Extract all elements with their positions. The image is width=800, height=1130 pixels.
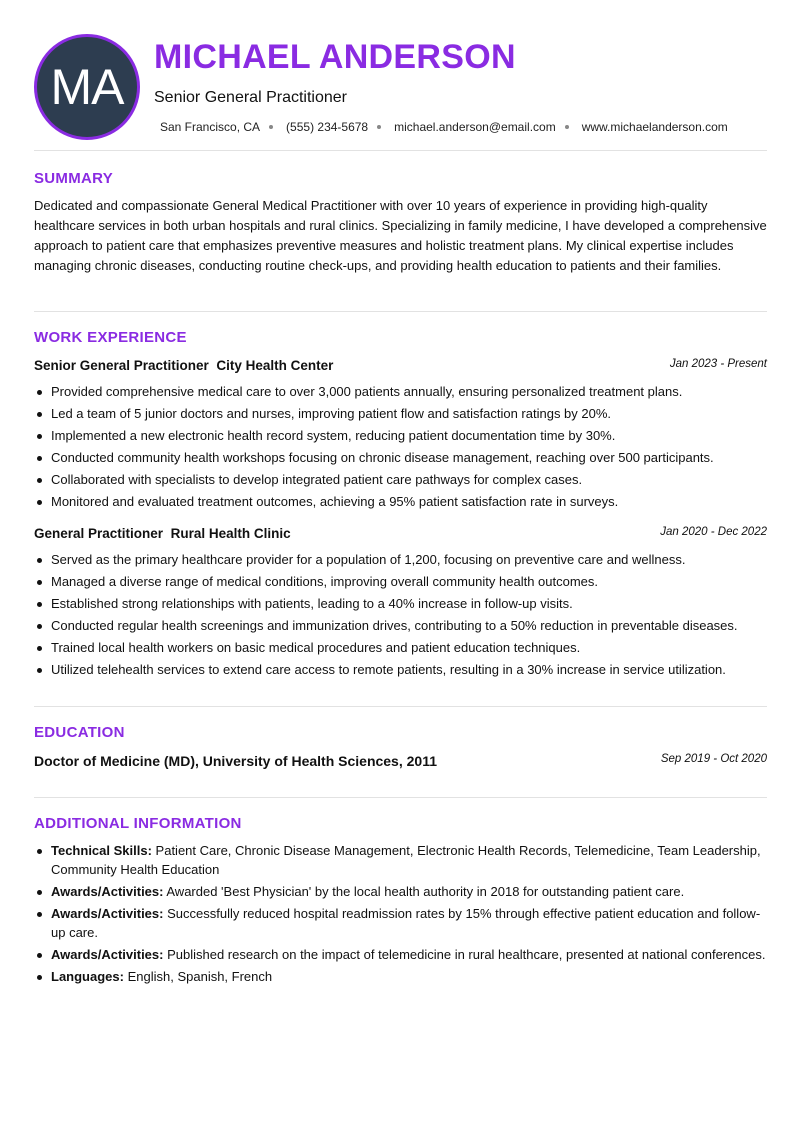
- job-date: Jan 2023 - Present: [669, 358, 767, 370]
- item-label: Awards/Activities:: [51, 947, 164, 962]
- bullet-item: Conducted regular health screenings and immunization drives, contributing to a 50% reduction in preventable diseases.: [34, 616, 767, 638]
- additional-item: [34, 841, 767, 879]
- email-link[interactable]: michael.anderson@email.com: [394, 120, 556, 134]
- job-company: City Health Center: [216, 358, 334, 373]
- job-bullets: [34, 550, 767, 682]
- bullet-item: Implemented a new electronic health record system, reducing patient documentation time by 30%.: [34, 426, 767, 448]
- bullet-item: Utilized telehealth services to extend care access to remote patients, resulting in a 30% increase in service utilization.: [34, 660, 767, 682]
- phone: (555) 234-5678: [286, 120, 369, 134]
- bullet-item: Conducted community health workshops focusing on chronic disease management, reaching over 500 participants.: [34, 448, 767, 470]
- divider: [34, 797, 767, 798]
- additional-heading: ADDITIONAL INFORMATION: [34, 815, 242, 832]
- item-text: Awarded 'Best Physician' by the local health authority in 2018 for outstanding patient care.: [166, 884, 685, 899]
- divider: [34, 706, 767, 707]
- separator-dot: [269, 125, 273, 129]
- summary-text: Dedicated and compassionate General Medical Practitioner with over 10 years of experience in providing high-quality healthcare services in both urban hospitals and rural clinics. Specializing in family medicine, I have developed a comprehensive approach to patient care that emphasizes preventive measures and holistic treatment plans. My clinical expertise includes managing chronic diseases, conducting routine check-ups, and providing health education to patients and their families.: [34, 198, 767, 273]
- bullet-item: Provided comprehensive medical care to over 3,000 patients annually, ensuring personalized treatment plans.: [34, 382, 767, 404]
- job-header: [34, 526, 767, 541]
- education-date: Sep 2019 - Oct 2020: [660, 753, 767, 765]
- bullet-item: Managed a diverse range of medical conditions, improving overall community health outcomes.: [34, 572, 767, 594]
- contact-line: [160, 120, 728, 134]
- additional-item: [34, 882, 767, 901]
- item-text: English, Spanish, French: [127, 969, 273, 984]
- separator-dot: [565, 125, 569, 129]
- education-entry: [34, 753, 767, 769]
- education-heading: EDUCATION: [34, 724, 125, 741]
- additional-item: [34, 904, 767, 942]
- item-text: Patient Care, Chronic Disease Management, Electronic Health Records, Telemedicine, Team Leadership, Community Health Education: [51, 843, 761, 877]
- item-label: Languages:: [51, 969, 124, 984]
- website-link[interactable]: www.michaelanderson.com: [581, 120, 728, 134]
- item-label: Awards/Activities:: [51, 906, 164, 921]
- candidate-name: MICHAEL ANDERSON: [154, 38, 516, 76]
- job-role: Senior General Practitioner: [34, 358, 209, 373]
- additional-item: [34, 945, 767, 964]
- location: San Francisco, CA: [160, 120, 261, 134]
- bullet-item: Monitored and evaluated treatment outcomes, achieving a 95% patient satisfaction rate in surveys.: [34, 492, 767, 514]
- additional-item: [34, 967, 767, 986]
- avatar-initials: MA: [34, 34, 140, 140]
- divider: [34, 150, 767, 151]
- item-label: Technical Skills:: [51, 843, 152, 858]
- item-text: Successfully reduced hospital readmission rates by 15% through effective patient education and follow-up care.: [51, 906, 761, 940]
- job-role: General Practitioner: [34, 526, 164, 541]
- job-bullets: [34, 382, 767, 514]
- bullet-item: Collaborated with specialists to develop integrated patient care pathways for complex cases.: [34, 470, 767, 492]
- bullet-item: Established strong relationships with patients, leading to a 40% increase in follow-up visits.: [34, 594, 767, 616]
- bullet-item: Trained local health workers on basic medical procedures and patient education techniques.: [34, 638, 767, 660]
- bullet-item: Served as the primary healthcare provider for a population of 1,200, focusing on preventive care and wellness.: [34, 550, 767, 572]
- divider: [34, 311, 767, 312]
- job-company: Rural Health Clinic: [170, 526, 291, 541]
- bullet-item: Led a team of 5 junior doctors and nurses, improving patient flow and satisfaction ratings by 20%.: [34, 404, 767, 426]
- job-title: Senior General Practitioner: [154, 89, 347, 106]
- experience-heading: WORK EXPERIENCE: [34, 329, 187, 346]
- summary-heading: SUMMARY: [34, 170, 114, 187]
- item-label: Awards/Activities:: [51, 884, 164, 899]
- additional-list: [34, 841, 767, 989]
- degree: Doctor of Medicine (MD), University of Health Sciences, 2011: [34, 753, 437, 769]
- job-header: [34, 358, 767, 373]
- separator-dot: [377, 125, 381, 129]
- item-text: Published research on the impact of telemedicine in rural healthcare, presented at national conferences.: [167, 947, 766, 962]
- job-date: Jan 2020 - Dec 2022: [660, 526, 767, 538]
